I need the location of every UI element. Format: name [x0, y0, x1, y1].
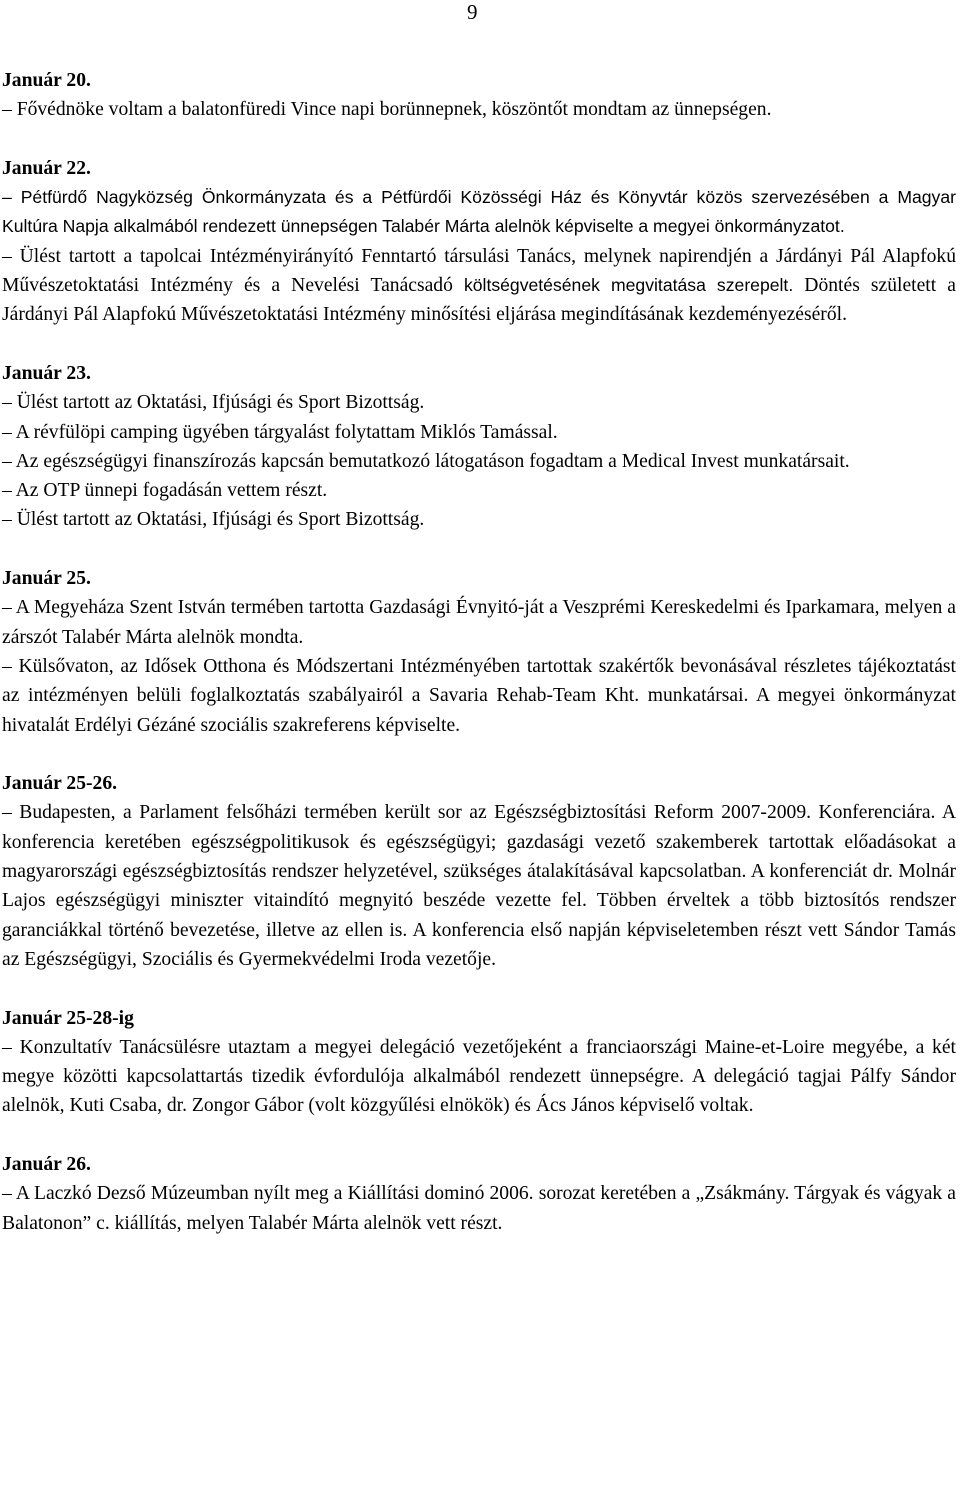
entry-paragraph [2, 447, 956, 476]
entry-paragraph [2, 183, 956, 242]
entry-section [2, 769, 956, 974]
entry-section [2, 1004, 956, 1121]
paragraph-text: – A Megyeháza Szent István termében tartotta Gazdasági Évnyitó-ját a Veszprémi Kereskedelmi és Iparkamara, melyen a zárszót Talabér Márta alelnök mondta. [2, 597, 956, 648]
paragraph-text: Döntés született a Járdányi Pál Alapfokú Művészetoktatási Intézmény minősítési eljárása megindításának kezdeményezéséről. [2, 275, 956, 326]
entry-section [2, 66, 956, 125]
entry-date: Január 25. [2, 568, 91, 590]
entry-section [2, 1150, 956, 1238]
entry-paragraph [2, 652, 956, 740]
entry-paragraph [2, 476, 956, 505]
entry-date: Január 25-28-ig [2, 1007, 134, 1029]
entry-date: Január 23. [2, 362, 91, 384]
paragraph-text: – Ülést tartott az Oktatási, Ifjúsági és Sport Bizottság. [2, 509, 425, 531]
page-number: 9 [467, 0, 478, 24]
entry-paragraph [2, 95, 956, 124]
entry-paragraph [2, 1033, 956, 1121]
entry-date: Január 22. [2, 157, 91, 179]
entry-date: Január 25-26. [2, 773, 118, 795]
paragraph-text: – Pétfürdő Nagyközség Önkormányzata és a Pétfürdői Közösségi Ház és Könyvtár közös szervezésében a Magyar Kultúra Napja alkalmából rendezett ünnepségen Talabér Márta alelnök képviselte a megyei önkormányzatot. [2, 187, 956, 237]
entry-section [2, 154, 956, 330]
paragraph-text: – Külsővaton, az Idősek Otthona és Módszertani Intézményében tartottak szakértők bevonásával részletes tájékoztatást az intézményen belüli foglalkoztatás szabályairól a Savaria Rehab-Team Kht. munkatársai. A megyei önkormányzat hivatalát Erdélyi Gézáné szociális szakreferens képviselte. [2, 655, 956, 736]
document-body [2, 66, 956, 1238]
entry-section [2, 564, 956, 740]
entry-paragraph [2, 505, 956, 534]
paragraph-text: – Az egészségügyi finanszírozás kapcsán bemutatkozó látogatáson fogadtam a Medical Invest munkatársait. [2, 450, 850, 472]
entry-paragraph [2, 388, 956, 417]
paragraph-text: költségvetésének megvitatása szerepelt. [463, 275, 794, 296]
entry-paragraph [2, 242, 956, 330]
entry-date: Január 20. [2, 70, 91, 91]
entry-section [2, 359, 956, 535]
entry-paragraph [2, 1179, 956, 1238]
paragraph-text: – Ülést tartott az Oktatási, Ifjúsági és Sport Bizottság. [2, 392, 425, 414]
entry-paragraph [2, 593, 956, 652]
entry-date: Január 26. [2, 1153, 91, 1175]
paragraph-text: – Budapesten, a Parlament felsőházi termében került sor az Egészségbiztosítási Reform 2007-2009. Konferenciára. A konferencia keretében egészségpolitikusok és egészségügyi; gazdasági vezető szakemberek tartottak előadásokat a magyarországi egészségbiztosítás rendszer helyzetével, szükséges átalakításával kapcsolatban. A konferenciát dr. Molnár Lajos egészségügyi miniszter vitaindító megnyitó beszéde vezette fel. Többen érveltek a több biztosítós rendszer garanciákkal történő bevezetése, illetve az ellen is. A konferencia első napján képviseletemben részt vett Sándor Tamás az Egészségügyi, Szociális és Gyermekvédelmi Iroda vezetője. [2, 802, 956, 970]
paragraph-text: – Az OTP ünnepi fogadásán vettem részt. [2, 480, 328, 502]
entry-paragraph [2, 418, 956, 447]
paragraph-text: – Fővédnöke voltam a balatonfüredi Vince napi borünnepnek, köszöntőt mondtam az ünnepségen. [2, 99, 772, 121]
paragraph-text: – A Laczkó Dezső Múzeumban nyílt meg a Kiállítási dominó 2006. sorozat keretében a „Zsákmány. Tárgyak és vágyak a Balatonon” c. kiállítás, melyen Talabér Márta alelnök vett részt. [2, 1183, 956, 1234]
paragraph-text: – Ülést tartott a tapolcai Intézményirányító Fenntartó társulási Tanács, melynek napirendjén a Járdányi Pál Alapfokú Művészetoktatási Intézmény és a Nevelési Tanácsadó [2, 245, 956, 297]
entry-paragraph [2, 798, 956, 974]
paragraph-text: – A révfülöpi camping ügyében tárgyalást folytattam Miklós Tamással. [2, 421, 558, 443]
paragraph-text: – Konzultatív Tanácsülésre utaztam a megyei delegáció vezetőjeként a franciaországi Maine-et-Loire megyébe, a két megye közötti kapcsolattartás tizedik évfordulója alkalmából rendezett ünnepségre. A delegáció tagjai Pálfy Sándor alelnök, Kuti Csaba, dr. Zongor Gábor (volt közgyűlési elnökök) és Ács János képviselő voltak. [2, 1036, 956, 1117]
